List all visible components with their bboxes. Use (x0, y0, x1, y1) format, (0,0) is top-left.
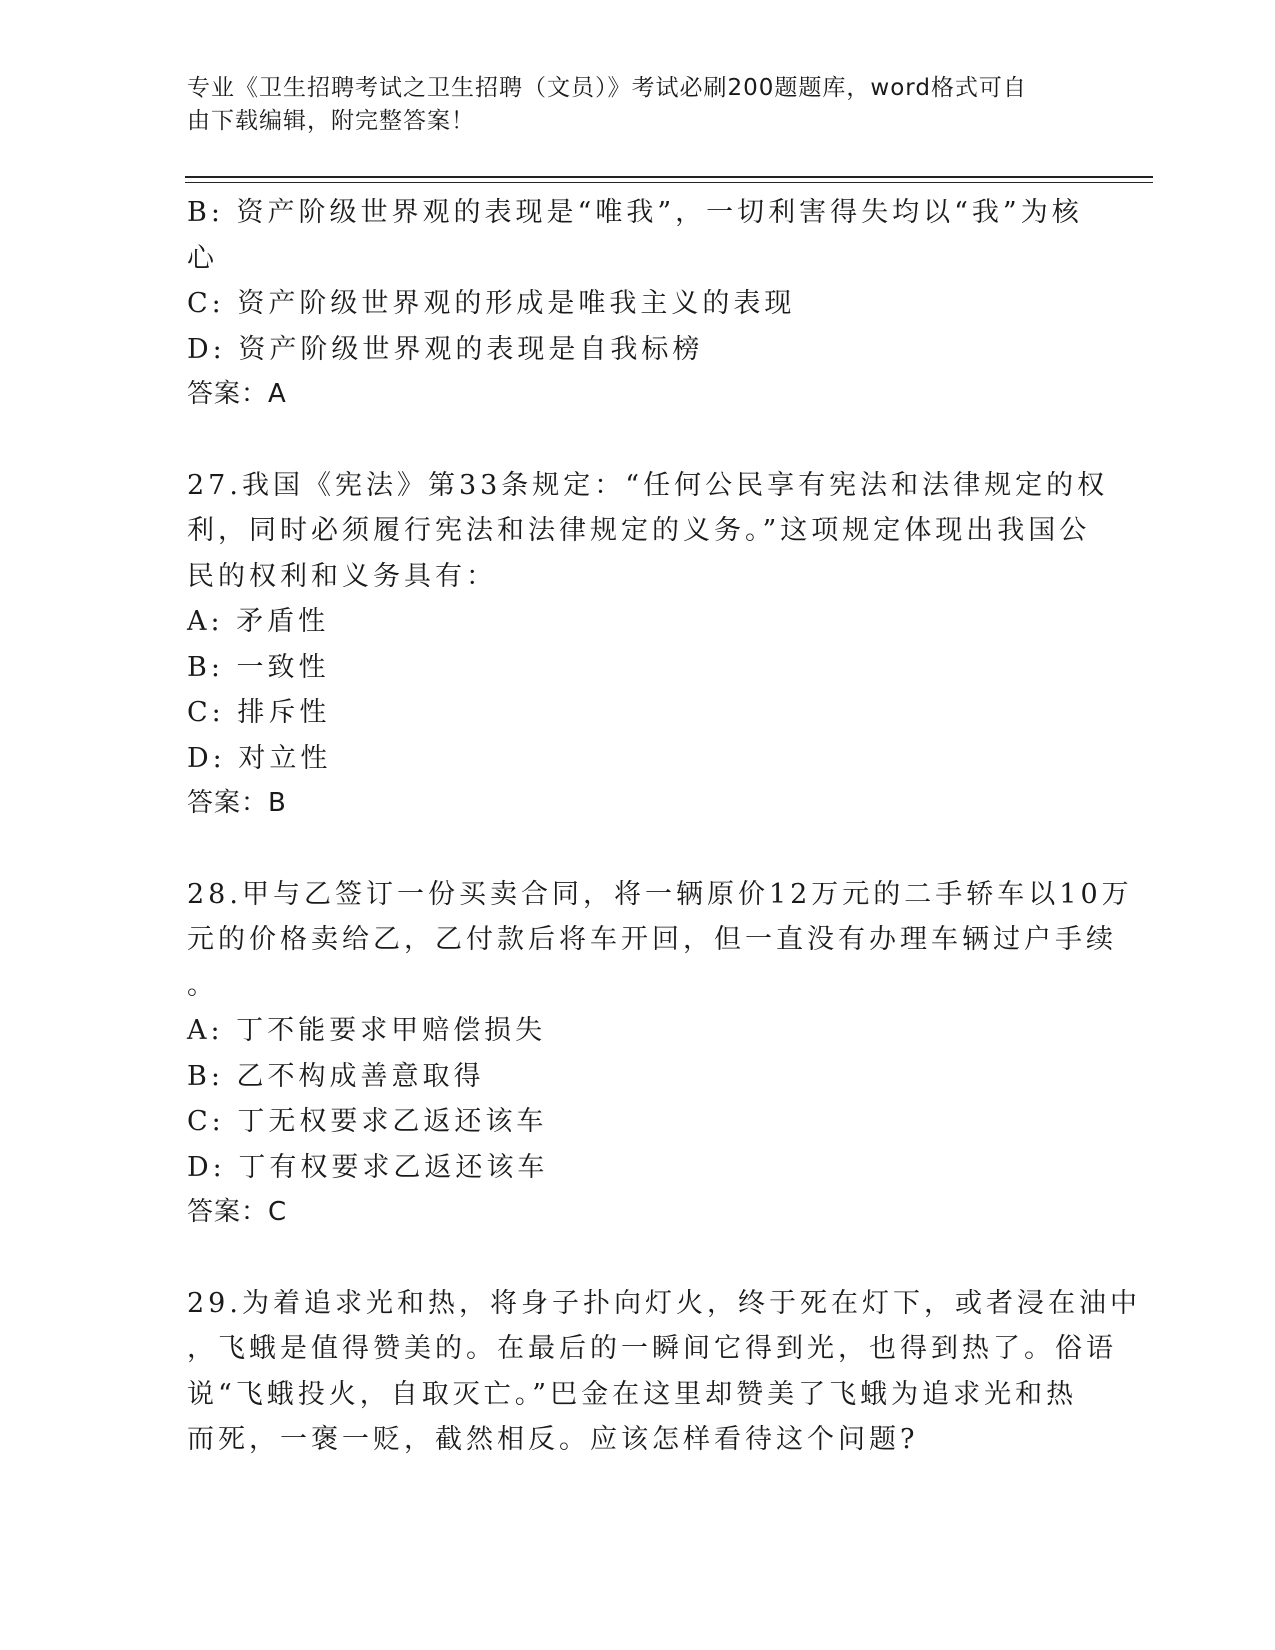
spacer (187, 827, 1067, 872)
question-text-line-3: 说“飞蛾投火，自取灭亡。”巴金在这里却赞美了飞蛾为追求光和热 (187, 1378, 1078, 1410)
question-text-line-3: 民的权利和义务具有： (187, 560, 497, 592)
question-27 (187, 463, 1109, 827)
question-text-line-2: 利，同时必须履行宪法和法律规定的义务。”这项规定体现出我国公 (187, 515, 1091, 546)
question-text-line-3: 。 (187, 969, 218, 1001)
option-b-line-1: B: 资产阶级世界观的表现是“唯我”，一切利害得失均以“我”为核 (187, 197, 1083, 228)
question-text-line-1: 29.为着追求光和热，将身子扑向灯火，终于死在灯下，或者浸在油中 (187, 1287, 1141, 1319)
option-c: C: 资产阶级世界观的形成是唯我主义的表现 (187, 288, 796, 319)
option-b: B: 一致性 (187, 651, 330, 683)
question-text-line-2: 元的价格卖给乙，乙付款后将车开回，但一直没有办理车辆过户手续 (187, 924, 1117, 955)
answer-line: 答案：B (187, 788, 287, 818)
question-text-line-1: 28.甲与乙签订一份买卖合同，将一辆原价12万元的二手轿车以10万 (187, 878, 1133, 910)
answer-line: 答案：C (187, 1197, 288, 1227)
page-header (187, 72, 1067, 138)
answer-line: 答案：A (187, 379, 287, 409)
document-body (187, 190, 1141, 1463)
option-d: D: 资产阶级世界观的表现是自我标榜 (187, 333, 704, 365)
question-28 (187, 872, 1133, 1236)
header-line-1: 专业《卫生招聘考试之卫生招聘（文员）》考试必刷200题题库，word格式可自 (187, 75, 1027, 101)
option-d: D: 对立性 (187, 742, 332, 774)
question-block-prev (187, 190, 1083, 418)
option-d: D: 丁有权要求乙返还该车 (187, 1151, 549, 1183)
spacer (187, 418, 1067, 463)
option-c: C: 排斥性 (187, 697, 331, 728)
question-29 (187, 1281, 1141, 1463)
spacer (187, 1236, 1067, 1281)
option-a: A: 丁不能要求甲赔偿损失 (187, 1015, 547, 1046)
option-b: B: 乙不构成善意取得 (187, 1060, 485, 1092)
header-divider-thick (185, 176, 1153, 178)
option-b-line-2: 心 (187, 242, 218, 274)
question-text-line-4: 而死，一褒一贬，截然相反。应该怎样看待这个问题? (187, 1424, 919, 1455)
option-a: A: 矛盾性 (187, 606, 330, 637)
option-c: C: 丁无权要求乙返还该车 (187, 1106, 548, 1137)
question-text-line-1: 27.我国《宪法》第33条规定：“任何公民享有宪法和法律规定的权 (187, 469, 1109, 501)
header-divider-thin (185, 182, 1153, 183)
header-line-2: 由下载编辑，附完整答案！ (187, 108, 475, 134)
question-text-line-2: ，飞蛾是值得赞美的。在最后的一瞬间它得到光，也得到热了。俗语 (187, 1333, 1117, 1364)
